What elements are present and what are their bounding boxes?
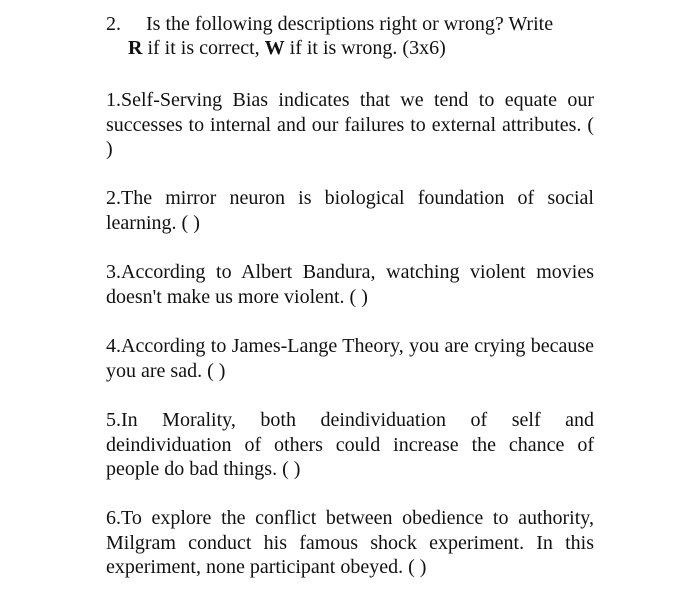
question-header	[106, 12, 596, 60]
statement-5: 5.In Morality, both deindividuation of self and deindividuation of others could increase the chance of people do bad things. ( )	[106, 409, 594, 480]
question-number: 2.	[106, 13, 121, 35]
r-letter: R	[128, 37, 143, 59]
statement-1: 1.Self-Serving Bias indicates that we tend to equate our successes to internal and our failures to external attributes. ( )	[106, 89, 594, 160]
w-text: if it is wrong. (3x6)	[284, 37, 446, 59]
w-letter: W	[264, 37, 285, 59]
statement-6: 6.To explore the conflict between obedience to authority, Milgram conduct his famous shock experiment. In this experiment, none participant obeyed. ( )	[106, 507, 594, 578]
statement-4: 4.According to James-Lange Theory, you are crying because you are sad. ( )	[106, 335, 594, 382]
question-intro: Is the following descriptions right or wrong? Write	[146, 13, 554, 35]
r-text: if it is correct,	[142, 37, 265, 59]
statement-2: 2.The mirror neuron is biological foundation of social learning. ( )	[106, 187, 594, 234]
statement-3: 3.According to Albert Bandura, watching violent movies doesn't make us more violent. ( )	[106, 261, 594, 308]
question-instruction	[106, 36, 596, 60]
